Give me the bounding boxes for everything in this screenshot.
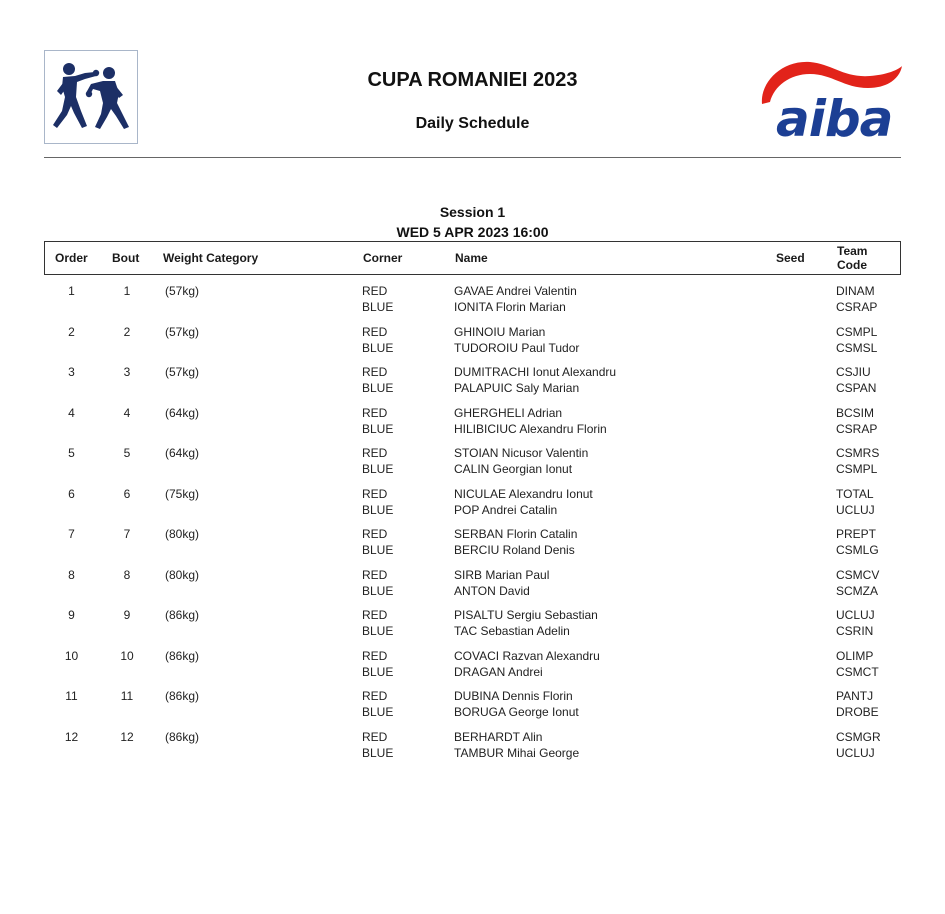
red-boxer-name: BERHARDT Alin xyxy=(454,729,543,744)
weight-category: (86kg) xyxy=(165,608,200,622)
blue-corner: BLUE xyxy=(362,745,394,760)
red-corner: RED xyxy=(362,648,388,663)
bout-order: 3 xyxy=(68,365,75,379)
red-team-code: DINAM xyxy=(836,284,875,298)
col-bout: Bout xyxy=(112,251,140,265)
red-boxer-name: DUBINA Dennis Florin xyxy=(454,689,573,703)
bout-number: 5 xyxy=(123,446,131,460)
blue-corner: BLUE xyxy=(362,502,394,517)
bout-number: 3 xyxy=(123,365,131,379)
red-team-code: PREPT xyxy=(836,527,877,541)
blue-boxer-name: IONITA Florin Marian xyxy=(454,300,566,314)
red-corner: RED xyxy=(362,729,388,744)
blue-team-code: DROBE xyxy=(836,705,879,719)
col-team-line1: Team xyxy=(837,244,868,258)
red-corner: RED xyxy=(362,567,388,582)
bout-order: 11 xyxy=(65,689,78,703)
red-corner: RED xyxy=(362,689,388,703)
boxers-logo xyxy=(44,50,138,144)
weight-category: (64kg) xyxy=(165,405,200,420)
blue-team-code: CSMCT xyxy=(836,664,879,679)
bout-order: 6 xyxy=(68,486,75,501)
bout-row xyxy=(44,445,901,486)
blue-team-code: CSRAP xyxy=(836,300,878,314)
red-team-code: CSMGR xyxy=(836,729,881,744)
col-corner: Corner xyxy=(363,251,403,265)
bout-order: 2 xyxy=(68,324,75,339)
red-boxer-name: GAVAE Andrei Valentin xyxy=(454,284,577,298)
red-boxer-name: SERBAN Florin Catalin xyxy=(454,527,578,541)
bout-order: 8 xyxy=(68,567,75,582)
blue-team-code: CSRIN xyxy=(836,624,874,638)
bout-row xyxy=(44,364,901,405)
boxers-silhouette-icon xyxy=(45,51,137,143)
red-corner: RED xyxy=(362,405,388,420)
weight-category: (57kg) xyxy=(165,284,200,298)
blue-boxer-name: DRAGAN Andrei xyxy=(454,664,543,679)
blue-corner: BLUE xyxy=(362,543,394,557)
red-corner: RED xyxy=(362,365,388,379)
bout-number: 4 xyxy=(123,405,131,420)
header-divider xyxy=(44,157,901,158)
table-header xyxy=(44,241,901,275)
bout-row xyxy=(44,486,901,527)
blue-corner: BLUE xyxy=(362,705,394,719)
bout-row xyxy=(44,283,901,324)
bout-order: 1 xyxy=(68,284,75,298)
blue-boxer-name: CALIN Georgian Ionut xyxy=(454,462,573,476)
bout-number: 10 xyxy=(120,648,134,663)
red-corner: RED xyxy=(362,284,388,298)
blue-corner: BLUE xyxy=(362,462,394,476)
red-team-code: UCLUJ xyxy=(836,608,875,622)
blue-boxer-name: TAC Sebastian Adelin xyxy=(454,624,570,638)
bout-order: 9 xyxy=(68,608,75,622)
bout-order: 5 xyxy=(68,446,75,460)
blue-boxer-name: BORUGA George Ionut xyxy=(454,705,579,719)
red-team-code: CSMCV xyxy=(836,567,880,582)
aiba-logo-text: aiba xyxy=(776,90,893,147)
col-name: Name xyxy=(455,251,488,265)
col-order: Order xyxy=(55,251,88,265)
red-corner: RED xyxy=(362,486,388,501)
bout-number: 1 xyxy=(123,284,131,298)
red-corner: RED xyxy=(362,446,388,460)
blue-corner: BLUE xyxy=(362,340,394,355)
bout-number: 7 xyxy=(123,527,131,541)
red-boxer-name: SIRB Marian Paul xyxy=(454,567,550,582)
blue-boxer-name: TUDOROIU Paul Tudor xyxy=(454,340,580,355)
bout-row xyxy=(44,405,901,446)
bout-number: 6 xyxy=(123,486,131,501)
weight-category: (86kg) xyxy=(165,729,200,744)
weight-category: (80kg) xyxy=(165,567,200,582)
weight-category: (80kg) xyxy=(165,527,200,541)
red-corner: RED xyxy=(362,608,388,622)
weight-category: (57kg) xyxy=(165,365,200,379)
blue-corner: BLUE xyxy=(362,300,394,314)
red-boxer-name: NICULAE Alexandru Ionut xyxy=(454,486,593,501)
blue-team-code: CSMSL xyxy=(836,340,878,355)
blue-boxer-name: HILIBICIUC Alexandru Florin xyxy=(454,421,607,436)
weight-category: (75kg) xyxy=(165,486,200,501)
col-seed: Seed xyxy=(776,251,805,265)
aiba-logo xyxy=(752,52,907,147)
blue-corner: BLUE xyxy=(362,381,394,395)
bout-number: 12 xyxy=(120,729,134,744)
red-team-code: CSMPL xyxy=(836,324,878,339)
bout-row xyxy=(44,648,901,689)
session-datetime: WED 5 APR 2023 16:00 xyxy=(396,224,549,240)
red-team-code: BCSIM xyxy=(836,405,875,420)
blue-corner: BLUE xyxy=(362,664,394,679)
bout-order: 12 xyxy=(64,729,79,744)
red-boxer-name: GHINOIU Marian xyxy=(454,324,546,339)
bout-row xyxy=(44,526,901,567)
bout-row xyxy=(44,607,901,648)
blue-boxer-name: POP Andrei Catalin xyxy=(454,502,558,517)
weight-category: (64kg) xyxy=(165,446,200,460)
blue-team-code: CSPAN xyxy=(836,381,877,395)
red-boxer-name: COVACI Razvan Alexandru xyxy=(454,648,600,663)
blue-team-code: SCMZA xyxy=(836,583,878,598)
bout-row xyxy=(44,688,901,729)
bout-number: 11 xyxy=(120,689,134,703)
col-team-line2: Code xyxy=(837,258,867,272)
red-corner: RED xyxy=(362,527,388,541)
red-boxer-name: PISALTU Sergiu Sebastian xyxy=(454,608,598,622)
red-boxer-name: DUMITRACHI Ionut Alexandru xyxy=(454,365,617,379)
weight-category: (57kg) xyxy=(165,324,200,339)
red-boxer-name: STOIAN Nicusor Valentin xyxy=(454,446,589,460)
bout-list xyxy=(44,283,901,769)
blue-boxer-name: ANTON David xyxy=(454,583,530,598)
blue-boxer-name: BERCIU Roland Denis xyxy=(454,543,575,557)
blue-boxer-name: PALAPUIC Saly Marian xyxy=(454,381,580,395)
col-weight: Weight Category xyxy=(163,251,259,265)
bout-row xyxy=(44,567,901,608)
bout-number: 2 xyxy=(123,324,131,339)
bout-order: 4 xyxy=(68,405,75,420)
red-team-code: CSJIU xyxy=(836,365,871,379)
red-boxer-name: GHERGHELI Adrian xyxy=(454,405,563,420)
weight-category: (86kg) xyxy=(165,648,200,663)
bout-order: 10 xyxy=(64,648,79,663)
page-title: CUPA ROMANIEI 2023 xyxy=(367,69,578,91)
bout-number: 8 xyxy=(123,567,131,582)
bout-row xyxy=(44,729,901,770)
blue-team-code: UCLUJ xyxy=(836,745,875,760)
page-subtitle: Daily Schedule xyxy=(415,115,530,132)
red-team-code: OLIMP xyxy=(836,648,874,663)
weight-category: (86kg) xyxy=(165,689,200,703)
blue-team-code: CSRAP xyxy=(836,421,878,436)
blue-team-code: UCLUJ xyxy=(836,502,875,517)
red-team-code: TOTAL xyxy=(836,486,874,501)
bout-row xyxy=(44,324,901,365)
red-corner: RED xyxy=(362,324,388,339)
blue-corner: BLUE xyxy=(362,421,394,436)
blue-boxer-name: TAMBUR Mihai George xyxy=(454,745,580,760)
red-team-code: PANTJ xyxy=(836,689,874,703)
bout-order: 7 xyxy=(68,527,75,541)
red-team-code: CSMRS xyxy=(836,446,880,460)
blue-team-code: CSMPL xyxy=(836,462,878,476)
blue-team-code: CSMLG xyxy=(836,543,879,557)
bout-number: 9 xyxy=(123,608,131,622)
session-name: Session 1 xyxy=(439,204,506,220)
blue-corner: BLUE xyxy=(362,624,394,638)
blue-corner: BLUE xyxy=(362,583,394,598)
